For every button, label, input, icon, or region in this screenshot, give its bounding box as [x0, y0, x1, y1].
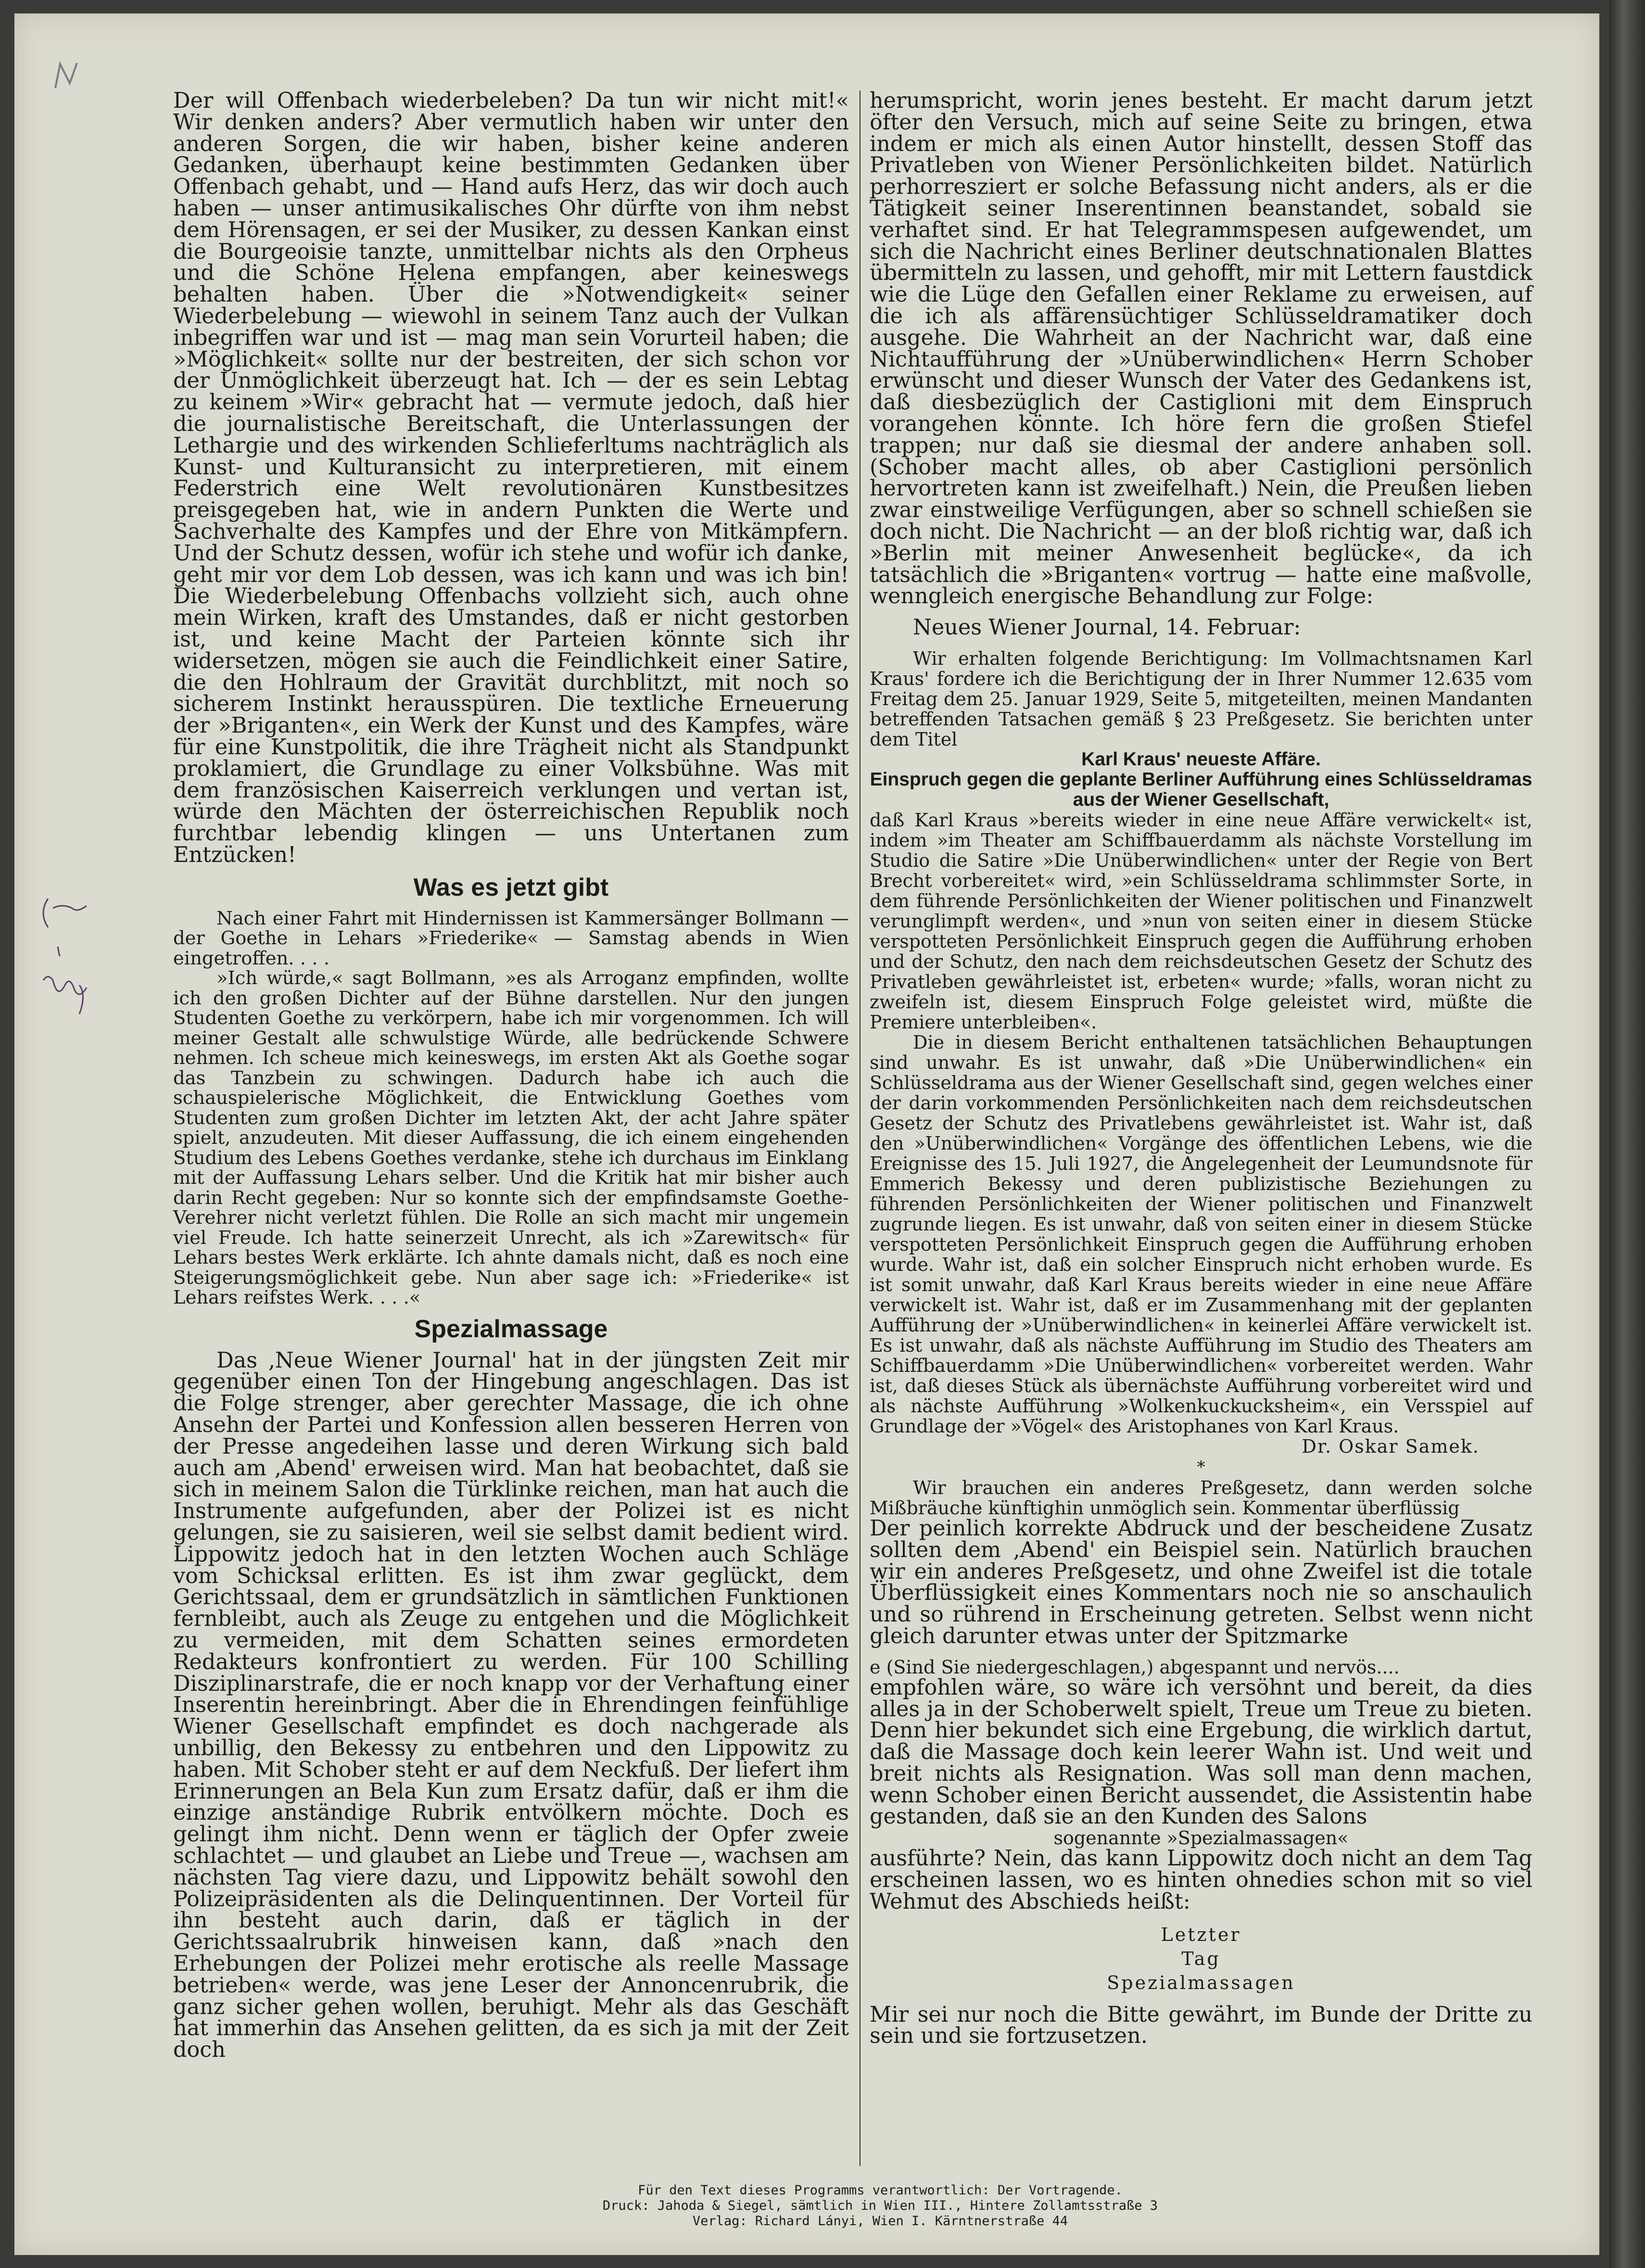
scan-edge [1609, 0, 1645, 2268]
closing-last-line-2: Tag [1181, 1948, 1221, 1969]
right-column [870, 90, 1532, 2047]
journal-report-paragraph: daß Karl Kraus »bereits wieder in eine neue Affäre verwickelt« ist, indem »im Theater am Schiffbauerdamm als nächste Vorstellung im Studio die Satire »Die Unüberwindlichen« unter der Regie von Bert Brecht vorbereitet« wird, »ein Schlüsseldrama schlimmster Sorte, in dem führende Persönlichkeiten der Wiener politischen und Finanzwelt verunglimpft werden«, und »nun von seiten einer in diesem Stücke verspotteten Persönlichkeit Einspruch gegen die Aufführung erhoben und der Schutz, den nach dem reichsdeutschen Gesetz der Schutz des Privatleben gewährleistet ist, erbeten« wurde; »falls, woran nicht zu zweifeln ist, diesem Einspruch Folge geleistet wird, müßte die Premiere unterbleiben«. [870, 809, 1532, 1033]
closing-paragraph-3: ausführte? Nein, das kann Lippowitz doch nicht an dem Tag erscheinen lassen, wo es hinten ohnedies schon mit so viel Wehmut des Abschieds heißt: [870, 1846, 1532, 1914]
footer-line-1: Für den Text dieses Programms verantwortlich: Der Vortragende. [638, 2183, 1123, 2198]
left-intro-paragraph: Der will Offenbach wiederbeleben? Da tun wir nicht mit!« Wir denken anders? Aber vermutlich haben wir unter den anderen Sorgen, die wir haben, bisher keine anderen Gedanken, überhaupt keine bestimmten Gedanken über Offenbach gehabt, und — Hand aufs Herz, das wir doch auch haben — unser antimusikalisches Ohr dürfte von ihm nebst dem Hörensagen, er sei der Musiker, zu dessen Kankan einst die Bourgeoisie tanzte, unmittelbar nichts als den Orpheus und die Schöne Helena empfangen, aber keineswegs behalten haben. Über die »Notwendigkeit« seiner Wiederbelebung — wiewohl in seinem Tanz auch der Vulkan inbegriffen war und ist — mag man sein Vorurteil haben; die »Möglichkeit« sollte nur der bestreiten, der sich schon vor der Unmöglichkeit überzeugt hat. Ich — der es sein Lebtag zu keinem »Wir« gebracht hat — vermute jedoch, daß hier die journalistische Bereitschaft, die Unterlassungen der Lethargie und des wirkenden Schlieferltums nachträglich als Kunst- und Kulturansicht zu interpretieren, mit einem Federstrich eine Welt revolutionären Kunstbesitzes preisgegeben hat, wie in andern Punkten die Werte und Sachverhalte des Kampfes und der Ehre von Mitkämpfern. Und der Schutz dessen, wofür ich stehe und wofür ich danke, geht mir vor dem Lob dessen, was ich kann und was ich bin! Die Wiederbelebung Offenbachs vollzieht sich, auch ohne mein Wirken, kraft des Umstandes, daß er nicht gestorben ist, und keine Macht der Parteien könnte sich ihr widersetzen, mögen sie auch die Feindlichkeit einer Satire, die den Hohlraum der Gravität durchblitzt, mit noch so sicherem Instinkt herausspüren. Die textliche Erneuerung der »Briganten«, ein Werk der Kunst und des Kampfes, wäre für eine Kunstpolitik, die ihre Trägheit nicht als Standpunkt proklamiert, die Grundlage zu einer Volksbühne. Was mit dem französischen Kaiserreich verklungen und vertan ist, würde den Mächten der österreichischen Republik noch furchtbar lebendig klingen — uns Untertanen zum Entzücken! [173, 89, 849, 867]
closing-paragraph-2: empfohlen wäre, so wäre ich versöhnt und bereit, da dies alles ja in der Schoberwelt spielt, Treue um Treue zu bieten. Denn hier bekundet sich eine Ergebung, die wirklich dartut, daß die Massage doch kein leerer Wahn ist. Und weit und breit nichts als Resignation. Was soll man denn machen, wenn Schober einen Bericht aussendet, die Assistentin habe gestanden, daß sie an den Kunden des Salons [870, 1675, 1532, 1829]
closing-paragraph-4: Mir sei nur noch die Bitte gewährt, im Bunde der Dritte zu sein und sie fortzusetzen. [870, 2002, 1532, 2049]
closing-last-line-1: Letzter [1161, 1924, 1241, 1945]
journal-denial-paragraph: Die in diesem Bericht enthaltenen tatsächlichen Behauptungen sind unwahr. Es ist unwahr, daß »Die Unüberwindlichen« ein Schlüsseldrama aus der Wiener Gesellschaft sind, gegen welches einer der darin vorkommenden Persönlichkeiten nach dem reichsdeutschen Gesetz der Schutz des Privatlebens gewährleistet ist. Wahr ist, daß den »Unüberwindlichen« Vorgänge des öffentlichen Lebens, wie die Ereignisse des 15. Juli 1927, die Angelegenheit der Leumundsnote für Emmerich Bekessy und deren publizistische Beziehungen zu führenden Persönlichkeiten der Wiener politischen und Finanzwelt zugrunde liegen. Es ist unwahr, daß von seiten einer in diesem Stücke verspotteten Persönlichkeit Einspruch gegen die Aufführung erhoben wurde. Wahr ist, daß ein solcher Einspruch nicht erhoben wurde. Es ist somit unwahr, daß Karl Kraus bereits wieder in eine neue Affäre verwickelt ist. Wahr ist, daß er im Zusammenhang mit der geplanten Aufführung der »Unüberwindlichen« in keinerlei Affäre verwickelt ist. Es ist unwahr, daß als nächste Aufführung im Studio des Theaters am Schiffbauerdamm »Die Unüberwindlichen« vorbereitet werden. Wahr ist, daß dieses Stück als übernächste Aufführung vorbereitet wird und als nächste Aufführung »Wolkenkuckucksheim«, ein Versspiel auf Grundlage der »Vögel« des Aristophanes von Karl Kraus. [870, 1031, 1532, 1437]
journal-headline-2: Einspruch gegen die geplante Berliner Aufführung eines Schlüsseldramas aus der Wiener Gesellschaft, [870, 769, 1532, 810]
journal-separator-star: * [1197, 1457, 1205, 1477]
journal-header: Neues Wiener Journal, 14. Februar: [913, 615, 1301, 640]
document-page [14, 13, 1599, 2255]
journal-signature: Dr. Oskar Samek. [1302, 1435, 1480, 1457]
spezialmassage-paragraph: Das ‚Neue Wiener Journal' hat in der jüngsten Zeit mir gegenüber einen Ton der Hingebung angeschlagen. Das ist die Folge strenger, aber gerechter Massage, die ich ohne Ansehn der Partei und Konfession allen besseren Herren von der Presse angedeihen lasse und deren Wirkung sich bald auch am ‚Abend' erweisen wird. Man hat beobachtet, daß sie sich in meinem Salon die Türklinke reichen, man hat auch die Instrumente aufgefunden, aber der Polizei ist es nicht gelungen, sie zu saisieren, weil sie selbst damit bedient wird. Lippowitz jedoch hat in den letzten Wochen auch Schläge vom Schicksal erlitten. Es ist ihm zwar geglückt, dem Gerichtssaal, dem er grundsätzlich in sämtlichen Funktionen fernbleibt, auch als Zeuge zu entgehen und die Möglichkeit zu vermeiden, mit dem Schatten seines ermordeten Redakteurs konfrontiert zu werden. Für 100 Schilling Disziplinarstrafe, die er noch knapp vor der Verhaftung einer Inserentin hereinbringt. Aber die in Ehrendingen feinfühlige Wiener Gesellschaft empfindet es doch nachgerade als unbillig, den Bekessy zu entbehren und den Lippowitz zu haben. Mit Schober steht er auf dem Neckfuß. Der liefert ihm Erinnerungen an Bela Kun zum Ersatz dafür, daß er ihm die einzige anständige Rubrik entvölkern möchte. Doch es gelingt ihm nicht. Denn wenn er täglich der Opfer zweie schlachtet — und glaubet an Liebe und Treue —, wachsen am nächsten Tag viere dazu, und Lippowitz behält sowohl den Polizeipräsidenten als die Delinquentinnen. Der Vorteil für ihn besteht auch darin, daß er täglich in der Gerichtssaalrubrik hinweisen kann, daß »nach den Erhebungen der Polizei mehr erotische als reelle Massage betrieben« werde, was jene Leser der Annoncenrubrik, die ganz sicher gehen wollen, beruhigt. Mehr als das Geschäft hat immerhin das Ansehen gelitten, da es sich ja mit der Zeit doch [173, 1348, 849, 2063]
right-intro-paragraph: herumspricht, worin jenes besteht. Er macht darum jetzt öfter den Versuch, mich auf seine Seite zu bringen, etwa indem er mich als einen Autor hinstellt, dessen Stoff das Privatleben von Wiener Persönlichkeiten bildet. Natürlich perhorresziert er solche Befassung nicht anders, als er die Tätigkeit seiner Inserentinnen beanstandet, sobald sie verhaftet sind. Er hat Telegrammspesen aufgewendet, um sich die Nachricht eines Berliner deutschnationalen Blattes übermitteln zu lassen, und gehofft, mir mit Lettern faustdick wie die Lüge den Gefallen einer Reklame zu erweisen, auf die ich als affärensüchtiger Schlüsseldramatiker doch ausgehe. Die Wahrheit an der Nachricht war, daß eine Nichtaufführung der »Unüberwindlichen« Herrn Schober erwünscht und dieser Wunsch der Vater des Gedankens ist, daß diesbezüglich der Castiglioni mit dem Einspruch vorangehen könnte. Ich höre fern die großen Stiefel trappen; nur daß sie diesmal der andere anhaben soll. (Schober macht alles, ob aber Castiglioni persönlich hervortreten kann ist zweifelhaft.) Nein, die Preußen lieben zwar einstweilige Verfügungen, aber so schnell schießen sie doch nicht. Die Nachricht — an der bloß richtig war, daß ich »Berlin mit meiner Anwesenheit beglücke«, da ich tatsächlich die »Briganten« vortrug — hatte eine maßvolle, wenngleich energische Behandlung zur Folge: [870, 89, 1532, 609]
closing-last-line-3: Spezialmassagen [1107, 1972, 1295, 1993]
bollmann-paragraph-1: Nach einer Fahrt mit Hindernissen ist Kammersänger Bollmann — der Goethe in Lehars »Friederike« — Samstag abends in Wien eingetroffen. . . . [173, 907, 849, 969]
closing-quote-1: e (Sind Sie niedergeschlagen,) abgespannt und nervös.... [870, 1656, 1400, 1678]
closing-paragraph-1: Der peinlich korrekte Abdruck und der bescheidene Zusatz sollten dem ‚Abend' ein Beispiel sein. Natürlich brauchen wir ein anderes Preßgesetz, und ohne Zweifel ist die totale Überflüssigkeit eines Kommentars noch nie so anschaulich und so rührend in Erscheinung getreten. Selbst wenn nicht gleich darunter etwas unter der Spitzmarke [870, 1516, 1532, 1648]
handwritten-margin-note [34, 889, 91, 1033]
section-title-spezialmassage: Spezialmassage [414, 1315, 608, 1343]
section-title-was-es-jetzt-gibt: Was es jetzt gibt [413, 873, 609, 901]
imprint-footer [447, 2183, 1313, 2229]
left-column [173, 90, 849, 2061]
footer-line-3: Verlag: Richard Lányi, Wien I. Kärntnerstraße 44 [692, 2214, 1068, 2229]
journal-comment: Wir brauchen ein anderes Preßgesetz, dann werden solche Mißbräuche künftighin unmöglich sein. Kommentar überflüssig [870, 1477, 1532, 1519]
bollmann-paragraph-2: »Ich würde,« sagt Bollmann, »es als Arroganz empfinden, wollte ich den großen Dichter auf der Bühne darstellen. Nur den jungen Studenten Goethe zu verkörpern, habe ich mir vorgenommen. Ich will meiner Gestalt alle schwulstige Würde, alle bedrückende Schwere nehmen. Ich scheue mich keineswegs, im ersten Akt als Goethe sogar das Tanzbein zu schwingen. Dadurch habe ich auch die schauspielerische Möglichkeit, die Entwicklung Goethes vom Studenten zum großen Dichter im letzten Akt, der acht Jahre später spielt, anzudeuten. Mit dieser Auffassung, die ich einem eingehenden Studium des Lebens Goethes verdanke, stehe ich durchaus im Einklang mit der Auffassung Lehars selber. Und die Kritik hat mir bisher auch darin Recht gegeben: Nur so konnte sich der empfindsamste Goethe-Verehrer nicht verletzt fühlen. Die Rolle an sich macht mir ungemein viel Freude. Ich hatte seinerzeit Unrecht, als ich »Zarewitsch« für Lehars bestes Werk erklärte. Ich ahnte damals nicht, daß es noch eine Steigerungsmöglichkeit gebe. Nun aber sage ich: »Friederike« ist Lehars reifstes Werk. . . .« [173, 967, 849, 1309]
closing-quote-2: sogenannte »Spezialmassagen« [1053, 1827, 1349, 1849]
journal-berichtigung-paragraph: Wir erhalten folgende Berichtigung: Im Vollmachtsnamen Karl Kraus' fordere ich die Berichtigung der in Ihrer Nummer 12.635 vom Freitag dem 25. Januar 1929, Seite 5, mitgeteilten, meinen Mandanten betreffenden Tatsachen gemäß § 23 Preßgesetz. Sie berichten unter dem Titel [870, 647, 1532, 750]
footer-line-2: Druck: Jahoda & Siegel, sämtlich in Wien III., Hintere Zollamtsstraße 3 [602, 2198, 1158, 2213]
pencil-corner-mark [51, 59, 99, 93]
journal-headline-1: Karl Kraus' neueste Affäre. [1081, 748, 1321, 770]
